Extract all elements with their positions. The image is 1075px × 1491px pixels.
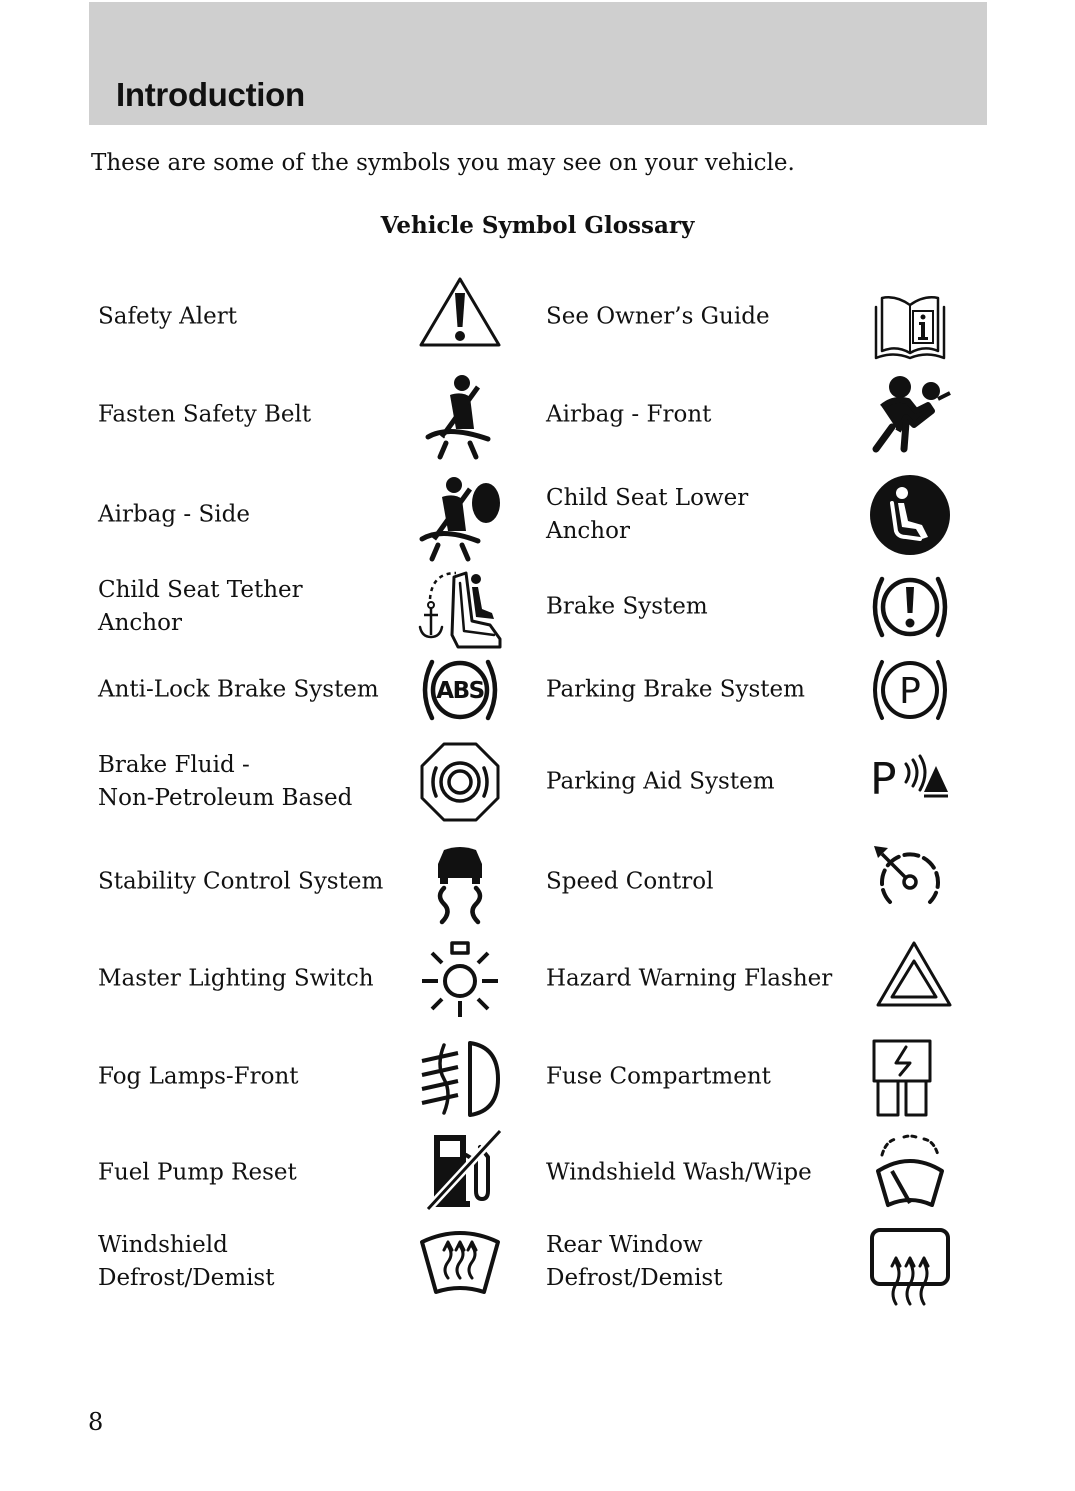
fuse-compartment-icon — [868, 1035, 952, 1119]
glossary-label-line: Fasten Safety Belt — [98, 401, 312, 428]
glossary-label-line: Anti-Lock Brake System — [98, 676, 379, 703]
airbag-side-icon — [418, 473, 502, 557]
glossary-label — [546, 1157, 856, 1190]
glossary-label — [98, 399, 408, 432]
glossary-label — [546, 674, 856, 707]
master-lighting-icon — [418, 937, 502, 1021]
glossary-label — [546, 866, 856, 899]
glossary-label — [546, 1229, 856, 1295]
rear-window-defrost-icon — [868, 1220, 952, 1304]
glossary-label — [546, 963, 856, 996]
glossary-label — [98, 1229, 408, 1295]
glossary-label-line: See Owner’s Guide — [546, 303, 770, 330]
fuel-pump-reset-icon — [418, 1127, 502, 1211]
glossary-label — [546, 399, 856, 432]
section-title: Introduction — [116, 76, 305, 113]
child-seat-tether-anchor-icon — [418, 565, 502, 649]
glossary-label — [98, 674, 408, 707]
glossary-label-line: Brake System — [546, 593, 708, 620]
glossary-label-line: Fog Lamps-Front — [98, 1063, 299, 1090]
glossary-label-line: Rear Window — [546, 1232, 703, 1258]
airbag-front-icon — [868, 371, 952, 455]
glossary-label — [98, 749, 408, 815]
glossary-label-line: Parking Brake System — [546, 676, 805, 703]
glossary-label — [98, 499, 408, 532]
glossary-label — [546, 482, 856, 548]
safety-alert-icon — [418, 275, 502, 359]
stability-control-icon — [418, 840, 502, 924]
seat-belt-icon — [418, 373, 502, 457]
glossary-label-line: Defrost/Demist — [546, 1265, 723, 1291]
abs-icon — [418, 648, 502, 732]
parking-brake-icon — [868, 648, 952, 732]
glossary-label-line: Hazard Warning Flasher — [546, 965, 833, 992]
glossary-label — [546, 766, 856, 799]
parking-aid-icon-text: P — [870, 754, 897, 805]
glossary-label — [546, 1061, 856, 1094]
glossary-label-line: Defrost/Demist — [98, 1265, 275, 1291]
glossary-label-line: Speed Control — [546, 868, 714, 895]
windshield-wash-wipe-icon — [868, 1131, 952, 1215]
glossary-label-line: Brake Fluid - — [98, 752, 250, 778]
glossary-label — [98, 1157, 408, 1190]
glossary-label-line: Anchor — [98, 610, 182, 636]
brake-fluid-icon — [418, 740, 502, 824]
glossary-title: Vehicle Symbol Glossary — [380, 212, 695, 239]
glossary-label-line: Fuel Pump Reset — [98, 1159, 297, 1186]
glossary-label — [98, 1061, 408, 1094]
glossary-label-line: Windshield Wash/Wipe — [546, 1159, 812, 1186]
glossary-label — [546, 591, 856, 624]
glossary-label-line: Airbag - Side — [98, 501, 250, 528]
glossary-label-line: Non-Petroleum Based — [98, 785, 353, 811]
windshield-defrost-icon — [418, 1220, 502, 1304]
brake-system-icon — [868, 565, 952, 649]
fog-lamps-front-icon — [418, 1035, 502, 1119]
glossary-label-line: Parking Aid System — [546, 768, 775, 795]
glossary-label — [98, 963, 408, 996]
glossary-label-line: Safety Alert — [98, 303, 237, 330]
intro-text: These are some of the symbols you may see on your vehicle. — [91, 150, 795, 176]
abs-icon-text: ABS — [436, 678, 484, 704]
speed-control-icon — [868, 838, 952, 922]
hazard-warning-icon — [868, 933, 952, 1017]
glossary-label — [98, 301, 408, 334]
glossary-label — [98, 574, 408, 640]
parking-aid-icon — [868, 740, 952, 824]
glossary-label-line: Master Lighting Switch — [98, 965, 374, 992]
owners-guide-icon — [868, 283, 952, 367]
glossary-label-line: Child Seat Tether — [98, 577, 303, 603]
glossary-label — [98, 866, 408, 899]
glossary-label — [546, 301, 856, 334]
glossary-label-line: Anchor — [546, 518, 630, 544]
glossary-label-line: Windshield — [98, 1232, 228, 1258]
glossary-label-line: Airbag - Front — [546, 401, 712, 428]
parking-brake-icon-text: P — [899, 671, 921, 712]
glossary-label-line: Stability Control System — [98, 868, 384, 895]
glossary-label-line: Child Seat Lower — [546, 485, 749, 511]
page-number: 8 — [88, 1408, 104, 1436]
glossary-label-line: Fuse Compartment — [546, 1063, 771, 1090]
child-seat-lower-anchor-icon — [868, 473, 952, 557]
